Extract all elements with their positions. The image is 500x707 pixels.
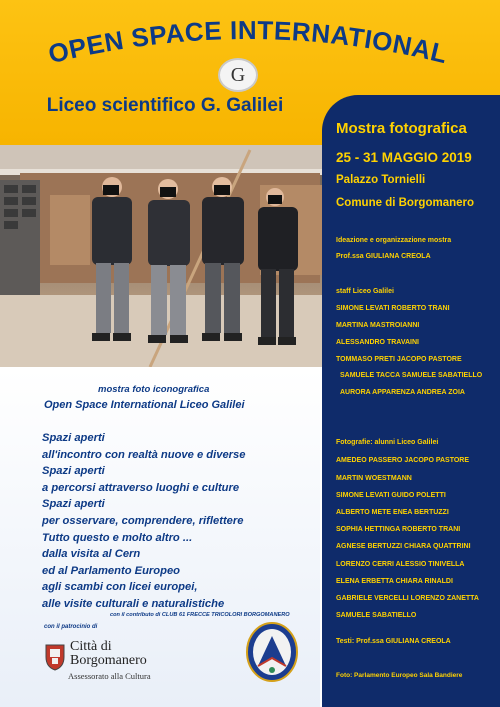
staff-line: SAMUELE TACCA SAMUELE SABATIELLO — [340, 372, 483, 379]
photographers-label: Fotografie: alunni Liceo Galilei — [336, 439, 439, 446]
staff-label: staff Liceo Galilei — [336, 288, 394, 295]
school-name: Liceo scientifico G. Galilei — [46, 95, 284, 116]
staff-line: SIMONE LEVATI ROBERTO TRANI — [336, 305, 450, 312]
staff-line: MARTINA MASTROIANNI — [336, 322, 420, 329]
ideazione-label: Ideazione e organizzazione mostra — [336, 237, 452, 244]
hero-photo — [0, 145, 322, 367]
event-venue: Palazzo Tornielli — [336, 174, 426, 186]
city-line-1: Città di — [70, 639, 112, 654]
poem-line: all'incontro con realtà nuove e diverse — [42, 448, 246, 461]
staff-line: ALESSANDRO TRAVAINI — [336, 339, 419, 346]
photographer-line: SAMUELE SABATIELLO — [336, 612, 417, 619]
page-title-text: OPEN SPACE INTERNATIONAL — [45, 18, 451, 70]
poem-line: a percorsi attraverso luoghi e culture — [42, 481, 240, 494]
city-line-2: Borgomanero — [70, 653, 147, 668]
exhibit-name: Open Space International Liceo Galilei — [44, 399, 245, 411]
staff-line: AURORA APPARENZA ANDREA ZOIA — [340, 389, 465, 396]
event-dates: 25 - 31 MAGGIO 2019 — [336, 150, 472, 165]
frecce-tricolori-emblem — [246, 622, 298, 682]
poem-line: Spazi aperti — [42, 498, 105, 511]
photographer-line: GABRIELE VERCELLI LORENZO ZANETTA — [336, 595, 479, 602]
photographer-line: LORENZO CERRI ALESSIO TINIVELLA — [336, 561, 465, 568]
poem-line: agli scambi con licei europei, — [42, 581, 198, 594]
poem-line: per osservare, comprendere, riflettere — [42, 514, 244, 527]
photographer-line: MARTIN WOESTMANN — [336, 475, 412, 482]
testi-credit: Testi: Prof.ssa GIULIANA CREOLA — [336, 638, 451, 645]
poem — [42, 430, 245, 613]
patrocinio-note: con il patrocinio di — [44, 624, 98, 630]
poem-line: ed al Parlamento Europeo — [42, 564, 181, 577]
contributo-note: con il contributo di CLUB 61 FRECCE TRICOLORI BORGOMANERO — [110, 612, 290, 618]
city-logo — [44, 640, 164, 690]
photographer-line: AGNESE BERTUZZI CHIARA QUATTRINI — [336, 543, 471, 550]
event-label: Mostra fotografica — [336, 120, 467, 137]
exhibit-kicker: mostra foto iconografica — [98, 384, 210, 395]
foto-credit: Foto: Parlamento Europeo Sala Bandiere — [336, 672, 463, 679]
photographer-line: ELENA ERBETTA CHIARA RINALDI — [336, 578, 453, 585]
poem-line: dalla visita al Cern — [42, 548, 141, 561]
poem-line: alle visite culturali e naturalistiche — [42, 597, 225, 610]
staff-line: TOMMASO PRETI JACOPO PASTORE — [336, 356, 462, 363]
school-logo-letter: G — [230, 63, 246, 86]
photographer-line: SIMONE LEVATI GUIDO POLETTI — [336, 492, 446, 499]
hero-photo-art — [0, 145, 322, 367]
photographer-line: AMEDEO PASSERO JACOPO PASTORE — [336, 457, 470, 464]
poem-line: Tutto questo e molto altro ... — [42, 531, 193, 544]
poem-line: Spazi aperti — [42, 432, 105, 444]
city-line-3: Assessorato alla Cultura — [68, 671, 151, 681]
school-logo — [218, 58, 258, 92]
photographer-line: SOPHIA HETTINGA ROBERTO TRANI — [336, 526, 461, 533]
poem-line: Spazi aperti — [42, 465, 105, 478]
event-host: Comune di Borgomanero — [336, 197, 475, 209]
city-crest-icon — [44, 643, 66, 671]
photographer-line: ALBERTO METE ENEA BERTUZZI — [336, 509, 449, 516]
ideazione-name: Prof.ssa GIULIANA CREOLA — [336, 253, 431, 260]
